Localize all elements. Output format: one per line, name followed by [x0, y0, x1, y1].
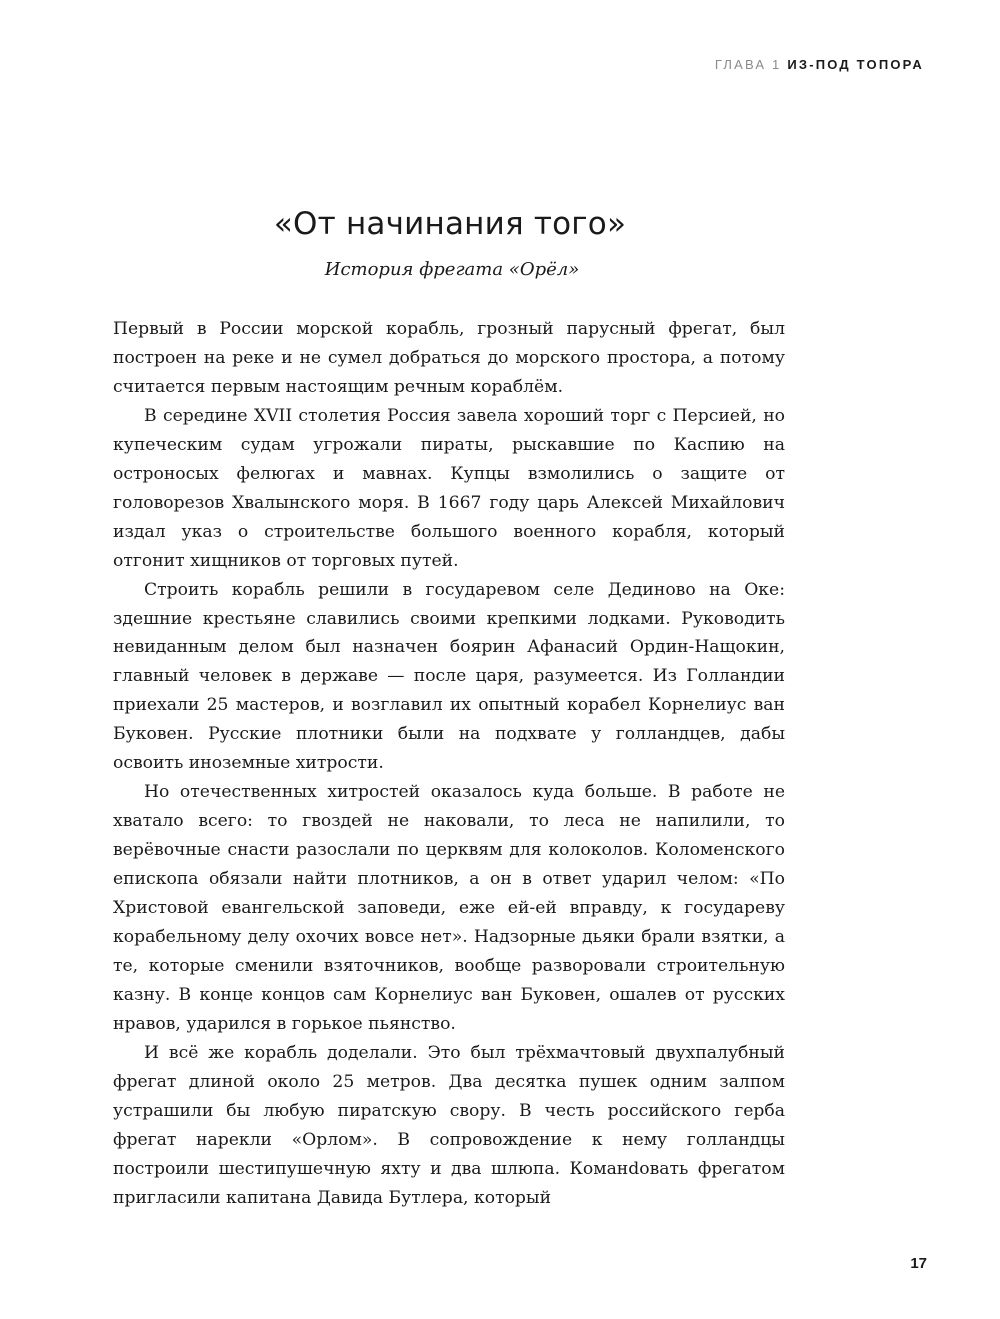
chapter-label: ГЛАВА 1: [714, 57, 782, 72]
paragraph: Первый в России морской корабль, грозный парусный фрегат, был построен на реке и не сумел добраться до морского простора, а потому считается первым настоящим речным кораблём.: [113, 319, 785, 397]
paragraph: Строить корабль решили в государевом селе Дединово на Оке: здешние крестьяне славились своими крепкими лодками. Руководить невиданным делом был назначен боярин Афанасий Ордин-Нащокин, главный человек в державе — после царя, разумеется. Из Голландии приехали 25 мастеров, и возглавил их опытный корабел Корнелиус ван Буковен. Русские плотники были на подхвате у голландцев, дабы освоить иноземные хитрости.: [113, 579, 785, 774]
paragraph: И всё же корабль доделали. Это был трёхмачтовый двухпалубный фрегат длиной около 25 метров. Два десятка пушек одним залпом устрашили бы любую пиратскую свору. В честь российского герба фрегат нарекли «Орлом». В сопровождение к нему голландцы построили шестипушечную яхту и два шлюпа. Команdовать фрегатом пригласили капитана Давида Бутлера, который: [113, 1042, 785, 1208]
section-subtitle: История фрегата «Орёл»: [324, 259, 580, 280]
paragraph: В середине XVII столетия Россия завела хороший торг с Персией, но купеческим судам угрожали пираты, рыскавшие по Каспию на остроносых фелюгах и мавнах. Купцы взмолились о защите от головорезов Хвалынского моря. В 1667 году царь Алексей Михайлович издал указ о строительстве большого военного корабля, который отгонит хищников от торговых путей.: [113, 405, 785, 571]
page-number: 17: [910, 1255, 927, 1272]
section-title: «От начинания того»: [273, 206, 627, 242]
chapter-title: ИЗ-ПОД ТОПОРА: [787, 57, 924, 72]
paragraph: Но отечественных хитростей оказалось куда больше. В работе не хватало всего: то гвоздей не наковали, то леса не напилили, то верёвочные снасти разослали по церквям для колоколов. Коломенского епископа обязали найти плотников, а он в ответ ударил челом: «По Христовой евангельской заповеди, еже ей-ей вправду, к государеву корабельному делу охочих вовсе нет». Надзорные дьяки брали взятки, а те, которые сменили взяточников, вообще разворовали строительную казну. В конце концов сам Корнелиус ван Буковен, ошалев от русских нравов, ударился в горькое пьянство.: [113, 782, 785, 1034]
running-head: [715, 57, 924, 72]
body-text: [113, 315, 785, 1213]
